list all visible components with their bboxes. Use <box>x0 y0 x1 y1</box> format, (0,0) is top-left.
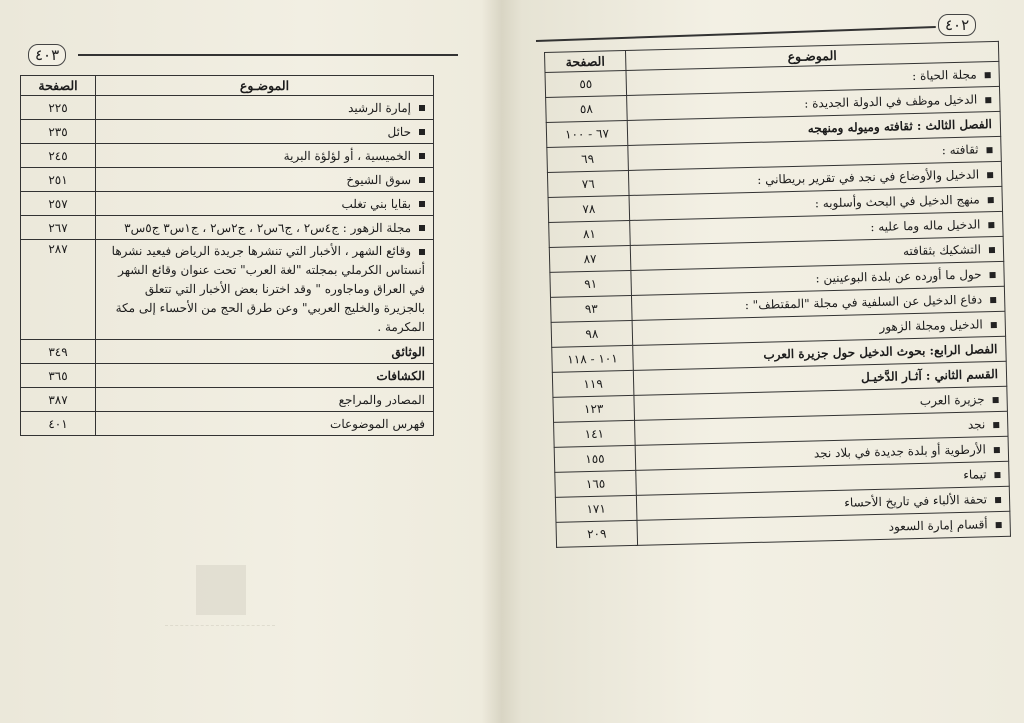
bullet-icon <box>990 272 996 278</box>
entry-page: ٩٣ <box>550 295 632 322</box>
bullet-icon <box>419 177 425 183</box>
bullet-icon <box>985 72 991 78</box>
entry-page: ٣٨٧ <box>21 388 96 412</box>
bullet-icon <box>993 396 999 402</box>
entry-page: ١٤١ <box>554 420 636 447</box>
page-number: ٤٠٣ <box>28 44 66 66</box>
entry-page: ٢٠٩ <box>556 520 638 547</box>
entry-title: المصادر والمراجع <box>338 392 425 407</box>
bullet-icon <box>419 129 425 135</box>
entry-page: ٥٨ <box>546 95 628 122</box>
entry-page: ٩٨ <box>551 320 633 347</box>
entry-page: ٢٥١ <box>21 168 96 192</box>
entry-page: ٦٩ <box>547 145 629 172</box>
entry-title: الوثائق <box>391 344 425 359</box>
entry-page: ١٥٥ <box>554 445 636 472</box>
header-subject: الموضـوع <box>625 41 998 70</box>
entry-title: الأرطوية أو بلدة جديدة في بلاد نجد <box>813 442 987 461</box>
entry-title: نجد <box>967 417 986 432</box>
entry-title: الخميسية ، أو لؤلؤة البرية <box>283 148 411 163</box>
entry-page: ٢٥٧ <box>21 192 96 216</box>
bullet-icon <box>987 172 993 178</box>
entry-page: ١٢٣ <box>553 395 635 422</box>
entry-page: ١٧١ <box>555 495 637 522</box>
bullet-icon <box>991 322 997 328</box>
entry-title: أقسام إمارة السعود <box>888 517 988 534</box>
toc-entry <box>96 412 434 436</box>
toc-entry <box>96 240 434 340</box>
entry-title: التشكيك بثقافته <box>902 242 982 259</box>
toc-row <box>21 168 434 192</box>
toc-row <box>21 240 434 340</box>
entry-page: ٣٦٥ <box>21 364 96 388</box>
bullet-icon <box>419 153 425 159</box>
bullet-icon <box>986 147 992 153</box>
bullet-icon <box>996 521 1002 527</box>
bullet-icon <box>419 201 425 207</box>
entry-page: ٨١ <box>549 220 631 247</box>
toc-row <box>21 120 434 144</box>
toc-entry <box>96 364 434 388</box>
toc-entry <box>96 120 434 144</box>
header-page: الصفحة <box>545 51 626 73</box>
bullet-icon <box>989 247 995 253</box>
toc-entry <box>96 96 434 120</box>
toc-row <box>21 340 434 364</box>
left-page <box>0 0 490 723</box>
toc-row <box>21 144 434 168</box>
bullet-icon <box>419 105 425 111</box>
entry-page: ٢٦٧ <box>21 216 96 240</box>
toc-entry <box>96 144 434 168</box>
entry-page: ٧٦ <box>547 170 629 197</box>
entry-page: ٢٢٥ <box>21 96 96 120</box>
entry-title: ثقافته : <box>941 142 979 158</box>
toc-entry <box>96 216 434 240</box>
entry-page: ٢٣٥ <box>21 120 96 144</box>
entry-title: تيماء <box>963 467 987 482</box>
toc-row <box>21 216 434 240</box>
header-subject: الموضـوع <box>96 76 434 96</box>
entry-title: إمارة الرشيد <box>348 100 411 115</box>
entry-page: ٩١ <box>550 270 632 297</box>
header-page: الصفحة <box>21 76 96 96</box>
toc-row <box>21 96 434 120</box>
entry-page: ١٦٥ <box>555 470 637 497</box>
entry-title: مجلة الزهور : ج٤س٢ ، ج٦س٢ ، ج٢س٢ ، ج١س٣ ج٥س٣ <box>124 220 411 235</box>
entry-page: ٧٨ <box>548 195 630 222</box>
entry-title: الفصل الرابع: بحوث الدخيل حول جزيرة العرب <box>763 342 998 362</box>
entry-title: الدخيل ماله وما عليه : <box>870 217 981 235</box>
toc-entry <box>96 340 434 364</box>
entry-page: ٤٠١ <box>21 412 96 436</box>
entry-title: حول ما أورده عن بلدة البوعينين : <box>815 267 982 286</box>
entry-page: ٥٥ <box>545 71 627 98</box>
entry-title: تحفة الألباء في تاريخ الأحساء <box>844 492 988 510</box>
entry-title: بقايا بني تغلب <box>341 196 411 211</box>
bullet-icon <box>985 97 991 103</box>
bullet-icon <box>994 446 1000 452</box>
toc-entry <box>96 192 434 216</box>
entry-page: ٨٧ <box>549 245 631 272</box>
bullet-icon <box>990 297 996 303</box>
entry-page: ١١٩ <box>552 370 634 397</box>
toc-table <box>20 75 434 436</box>
entry-page: ٢٨٧ <box>21 240 96 340</box>
toc-row <box>21 364 434 388</box>
toc-body <box>21 96 434 436</box>
toc-entry <box>96 168 434 192</box>
entry-title: مجلة الحياة : <box>911 67 977 84</box>
entry-title: الدخيل والأوضاع في نجد في تقرير بريطاني : <box>757 167 980 187</box>
toc-row <box>21 412 434 436</box>
entry-page: ٢٤٥ <box>21 144 96 168</box>
toc-row <box>21 388 434 412</box>
entry-title: القسم الثاني : آثـار الدَّخيـل <box>860 367 999 385</box>
bullet-icon <box>988 197 994 203</box>
entry-title: دفاع الدخيل عن السلفية في مجلة "المقتطف" : <box>744 292 983 313</box>
entry-title: سوق الشيوخ <box>346 172 411 187</box>
bullet-icon <box>994 471 1000 477</box>
entry-title: حائل <box>387 124 411 139</box>
entry-page: ١٠١ - ١١٨ <box>552 345 634 372</box>
bullet-icon <box>993 421 999 427</box>
entry-title: فهرس الموضوعات <box>330 416 425 431</box>
toc-row <box>21 192 434 216</box>
toc-body <box>545 61 1010 547</box>
page-number: ٤٠٢ <box>938 14 976 36</box>
right-page <box>500 0 1024 723</box>
entry-page: ٣٤٩ <box>21 340 96 364</box>
bullet-icon <box>419 225 425 231</box>
toc-table <box>544 41 1011 548</box>
entry-page: ٦٧ - ١٠٠ <box>546 120 628 147</box>
library-stamp <box>196 565 246 615</box>
entry-title: جزيرة العرب <box>919 392 985 408</box>
entry-title: الكشافات <box>376 368 425 383</box>
header-rule <box>536 26 936 42</box>
bullet-icon <box>419 249 425 255</box>
header-rule <box>78 54 458 56</box>
entry-title: الفصل الثالث : ثقافته وميوله ومنهجه <box>807 117 993 136</box>
bullet-icon <box>995 496 1001 502</box>
entry-title: وقائع الشهر ، الأخبار التي تنشرها جريدة الرياض فيعيد نشرها أنستاس الكرملي بمجلته "لغة العرب" تحت عنوان وقائع الشهر في العراق وماجاوره " وقد اخترنا بعض الأخبار التي تتعلق بالجزيرة والخليج العربي" وعن طرق الحج من الأحساء إلى مكة المكرمة . <box>111 244 425 334</box>
entry-title: الدخيل موظف في الدولة الجديدة : <box>804 92 978 111</box>
stamp-caption <box>165 625 275 666</box>
bullet-icon <box>988 222 994 228</box>
entry-title: الدخيل ومجلة الزهور <box>879 317 983 334</box>
table-header-row <box>21 76 434 96</box>
toc-entry <box>96 388 434 412</box>
entry-title: منهج الدخيل في البحث وأسلوبه : <box>814 192 980 211</box>
